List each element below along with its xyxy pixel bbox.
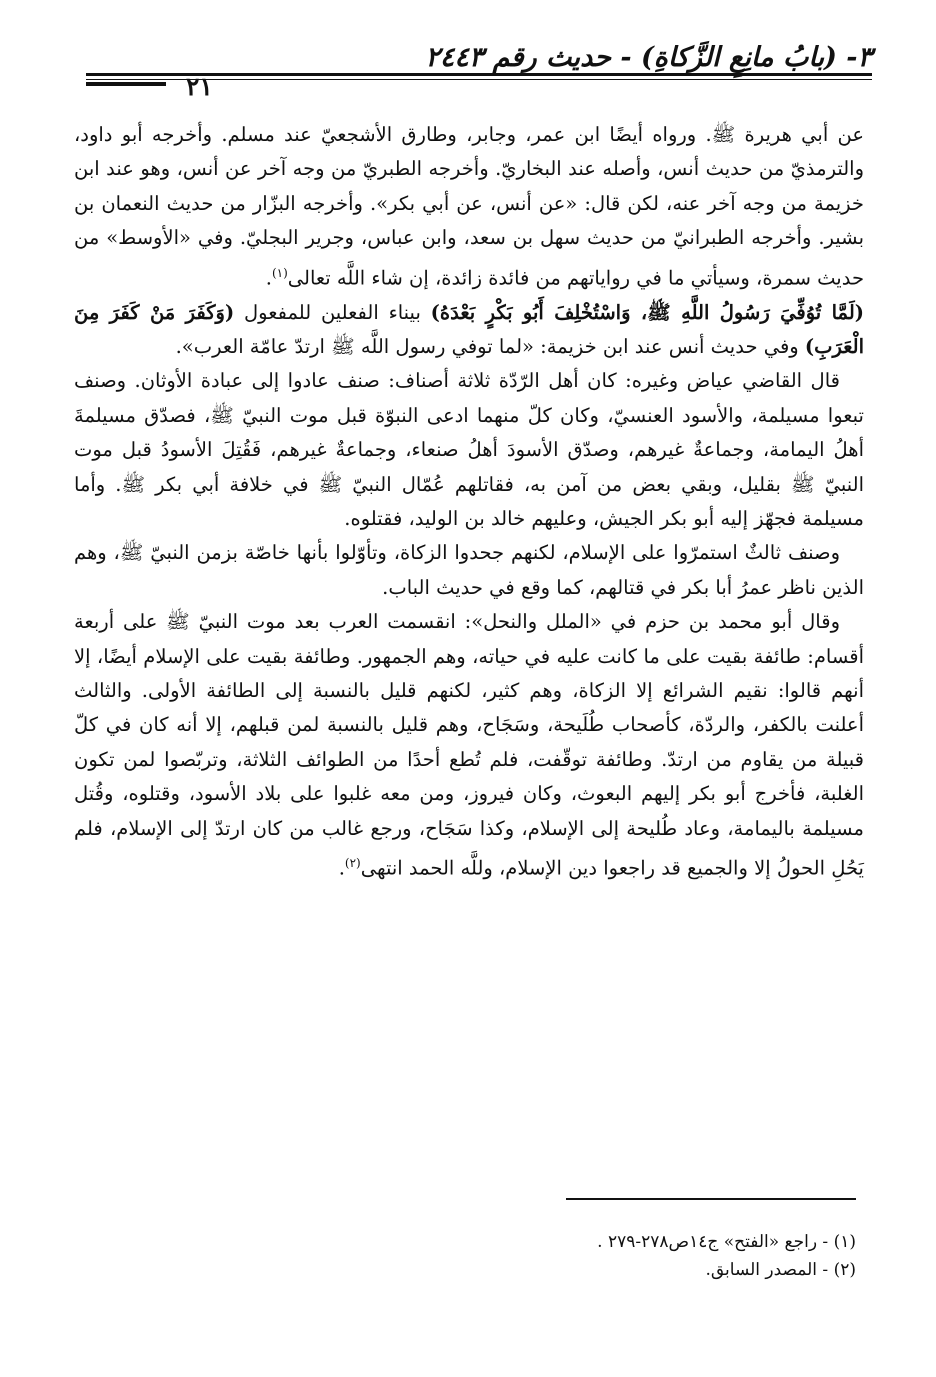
header-rule-accent xyxy=(86,82,166,86)
paragraph xyxy=(74,118,864,296)
quoted-hadith-text: (وَكَفَرَ مَنْ كَفَرَ مِنَ الْعَرَبِ) xyxy=(74,300,864,358)
paragraph xyxy=(74,536,864,605)
footnote-ref: (١) xyxy=(271,265,288,280)
text-run: وقال أبو محمد بن حزم في «الملل والنحل»: انقسمت العرب بعد موت النبيّ ﷺ على أربعة أقسام: طائفة بقيت على ما كانت عليه في حياته، وهم الجمهور. وطائفة بقيت على الإسلام أيضًا، إلا أنهم قالوا: نقيم الشرائع إلا الزكاة، وهم كثير، لكنهم قليل بالنسبة إلى الطائفة الأولى. والثالث أعلنت بالكفر، والردّة، كأصحاب طُلَيحة، وسَجَاح، وهم قليل بالنسبة لمن قبلهم، إلا أنه كان في كلّ قبيلة من يقاوم من ارتدّ. وطائفة توقّفت، فلم تُطع أحدًا من الطوائف الثلاثة، وتربّصوا لمن تكون الغلبة، فأخرج أبو بكر إليهم البعوث، وكان فيروز، ومن معه غلبوا على بلاد الأسود، وقتلوه، وقُتل مسيلمة باليمامة، وعاد طُليحة إلى الإسلام، وكذا سَجَاح، ورجع غالب من كان ارتدّ إلى الإسلام، فلم يَحُلِ الحولُ إلا والجميع قد راجعوا دين الإسلام، وللَّه الحمد انتهى xyxy=(74,610,864,880)
footnote-2: (٢) - المصدر السابق. xyxy=(705,1260,856,1280)
text-run: وفي حديث أنس عند ابن خزيمة: «لما توفي رسول اللَّه ﷺ ارتدّ عامّة العرب». xyxy=(175,334,805,358)
footnote-1: (١) - راجع «الفتح» ج١٤ص٢٧٨-٢٧٩ . xyxy=(597,1232,856,1252)
paragraph xyxy=(74,364,864,536)
paragraph xyxy=(74,296,864,365)
header-rule xyxy=(86,73,872,80)
page-number: ٢١ xyxy=(186,72,213,101)
text-run: . xyxy=(338,856,345,880)
main-text xyxy=(74,118,864,886)
header-title: ٣- (بابُ مانِعِ الزَّكاةِ) - حديث رقم ٢٤٤٣ xyxy=(425,42,872,73)
footnote-separator xyxy=(566,1198,856,1200)
quoted-hadith-text: (لَمَّا تُوُفِّيَ رَسُولُ اللَّهِ ﷺ، وَاسْتُخْلِفَ أَبُو بَكْرٍ بَعْدَهُ) xyxy=(430,300,864,324)
footnotes xyxy=(96,1228,856,1284)
text-run: عن أبي هريرة ﷺ. ورواه أيضًا ابن عمر، وجابر، وطارق الأشجعيّ عند مسلم. وأخرجه أبو داود، والترمذيّ من حديث أنس، وأصله عند البخاريّ. وأخرجه الطبريّ من وجه آخر عن أنس، وهو عند ابن خزيمة من وجه آخر عنه، لكن قال: «عن أنس، عن أبي بكر». وأخرجه البزّار من حديث النعمان بن بشير. وأخرجه الطبرانيّ من حديث سهل بن سعد، وابن عباس، وجرير البجليّ. وفي «الأوسط» من حديث سمرة، وسيأتي ما في رواياتهم من فائدة زائدة، إن شاء اللَّه تعالى xyxy=(74,123,864,290)
footnote-ref: (٢) xyxy=(344,856,361,871)
paragraph xyxy=(74,605,864,886)
text-run: وصنف ثالثٌ استمرّوا على الإسلام، لكنهم جحدوا الزكاة، وتأوّلوا بأنها خاصّة بزمن النبيّ ﷺ، وهم الذين ناظر عمرُ أبا بكر في قتالهم، كما وقع في حديث الباب. xyxy=(74,541,864,599)
text-run: قال القاضي عياض وغيره: كان أهل الرّدّة ثلاثة أصناف: صنف عادوا إلى عبادة الأوثان. وصنف تبعوا مسيلمة، والأسود العنسيّ، وكان كلّ منهما ادعى النبوّة قبل موت النبيّ ﷺ، فصدّق مسيلمةَ أهلُ اليمامة، وجماعةٌ غيرهم، وصدّق الأسودَ أهلُ صنعاء، وجماعةٌ غيرهم، فَقُتِلَ الأسودُ قبل موت النبيّ ﷺ بقليل، وبقي بعض من آمن به، فقاتلهم عُمّال النبيّ ﷺ في خلافة أبي بكر ﷺ. وأما مسيلمة فجهّز إليه أبو بكر الجيش، وعليهم خالد بن الوليد، فقتلوه. xyxy=(74,369,864,530)
text-run: . xyxy=(265,266,272,290)
text-run: بيناء الفعلين للمفعول xyxy=(234,300,431,324)
